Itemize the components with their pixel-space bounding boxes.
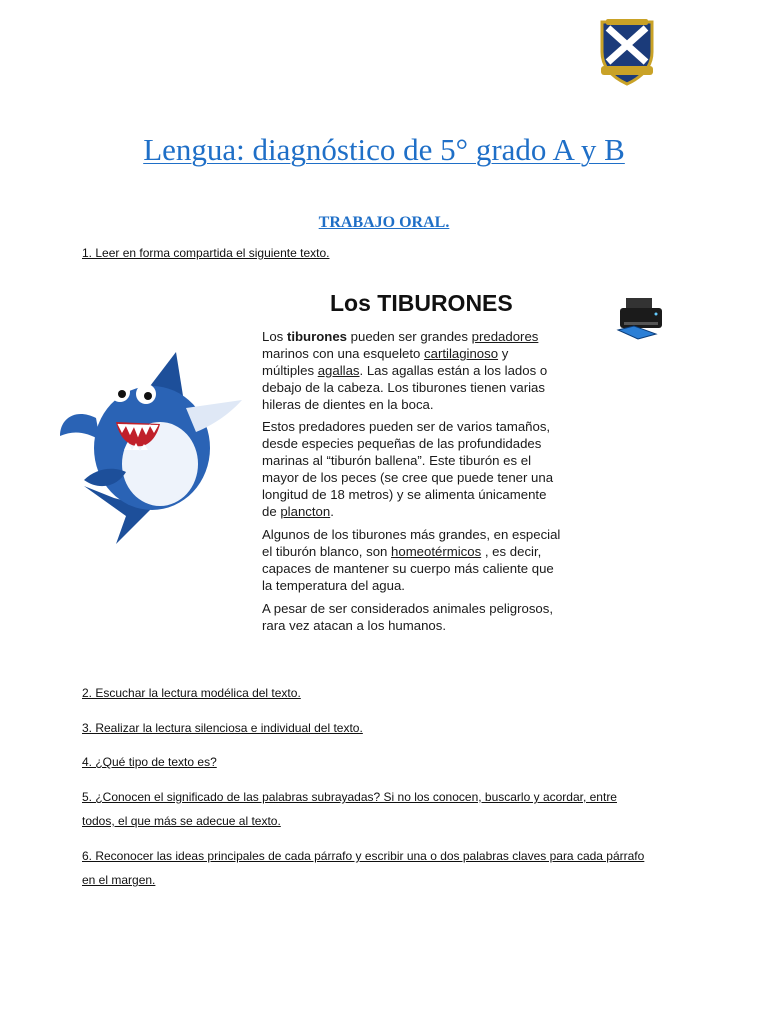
underlined-word: predadores bbox=[471, 329, 539, 344]
underlined-word: plancton bbox=[280, 504, 331, 519]
underlined-word: cartilaginoso bbox=[424, 346, 499, 361]
text-line: longitud de 18 metros) y se alimenta únicamente bbox=[262, 487, 547, 502]
instruction-6-line-2: en el margen. bbox=[82, 873, 156, 887]
text-span: pueden ser grandes bbox=[347, 329, 472, 344]
reading-title: Los TIBURONES bbox=[330, 290, 513, 316]
reading-paragraph-4 bbox=[262, 600, 582, 634]
text-span: el tiburón blanco, son bbox=[262, 544, 392, 559]
printer-icon bbox=[616, 296, 666, 340]
text-line: marinas al “tiburón ballena”. Este tiburón es el bbox=[262, 453, 532, 468]
instruction-5-line-1: 5. ¿Conocen el significado de las palabras subrayadas? Si no los conocen, buscarlo y acordar, entre bbox=[82, 790, 617, 804]
reading-paragraph-2 bbox=[262, 418, 582, 520]
text-span: múltiples bbox=[262, 363, 318, 378]
text-line: desde especies pequeñas de las profundidades bbox=[262, 436, 542, 451]
text-span: Los bbox=[262, 329, 287, 344]
instruction-2: 2. Escuchar la lectura modélica del texto. bbox=[82, 686, 301, 700]
instruction-4: 4. ¿Qué tipo de texto es? bbox=[82, 755, 217, 769]
text-span: . Las agallas están a los lados o bbox=[359, 363, 548, 378]
instruction-6-line-1: 6. Reconocer las ideas principales de cada párrafo y escribir una o dos palabras claves para cada párrafo bbox=[82, 849, 645, 863]
text-span: de bbox=[262, 504, 281, 519]
text-line: hileras de dientes en la boca. bbox=[262, 397, 434, 412]
text-line: Estos predadores pueden ser de varios tamaños, bbox=[262, 419, 551, 434]
underlined-word: agallas bbox=[317, 363, 360, 378]
text-span: marinos con una esqueleto bbox=[262, 346, 425, 361]
text-line: la temperatura del agua. bbox=[262, 578, 405, 593]
page-title: Lengua: diagnóstico de 5° grado A y B bbox=[143, 132, 625, 167]
reading-paragraph-3 bbox=[262, 526, 582, 594]
text-line: Algunos de los tiburones más grandes, en especial bbox=[262, 527, 561, 542]
section-title: TRABAJO ORAL. bbox=[318, 214, 450, 231]
text-span: y bbox=[498, 346, 509, 361]
instruction-5-line-2: todos, el que más se adecue al texto. bbox=[82, 814, 281, 828]
bold-word: tiburones bbox=[286, 329, 348, 344]
text-line: capaces de mantener su cuerpo más caliente que bbox=[262, 561, 554, 576]
underlined-word: homeotérmicos bbox=[391, 544, 482, 559]
reading-paragraph-1 bbox=[262, 328, 582, 413]
text-line: rara vez atacan a los humanos. bbox=[262, 618, 446, 633]
instruction-3: 3. Realizar la lectura silenciosa e individual del texto. bbox=[82, 721, 363, 735]
text-line: debajo de la cabeza. Los tiburones tienen varias bbox=[262, 380, 545, 395]
text-line: mayor de los peces (se cree que puede tener una bbox=[262, 470, 554, 485]
text-line: A pesar de ser considerados animales peligrosos, bbox=[262, 601, 554, 616]
school-crest-icon bbox=[598, 18, 656, 86]
text-span: . bbox=[330, 504, 334, 519]
instruction-1: 1. Leer en forma compartida el siguiente texto. bbox=[82, 246, 330, 260]
text-span: , es decir, bbox=[481, 544, 542, 559]
shark-illustration-icon bbox=[56, 348, 244, 546]
